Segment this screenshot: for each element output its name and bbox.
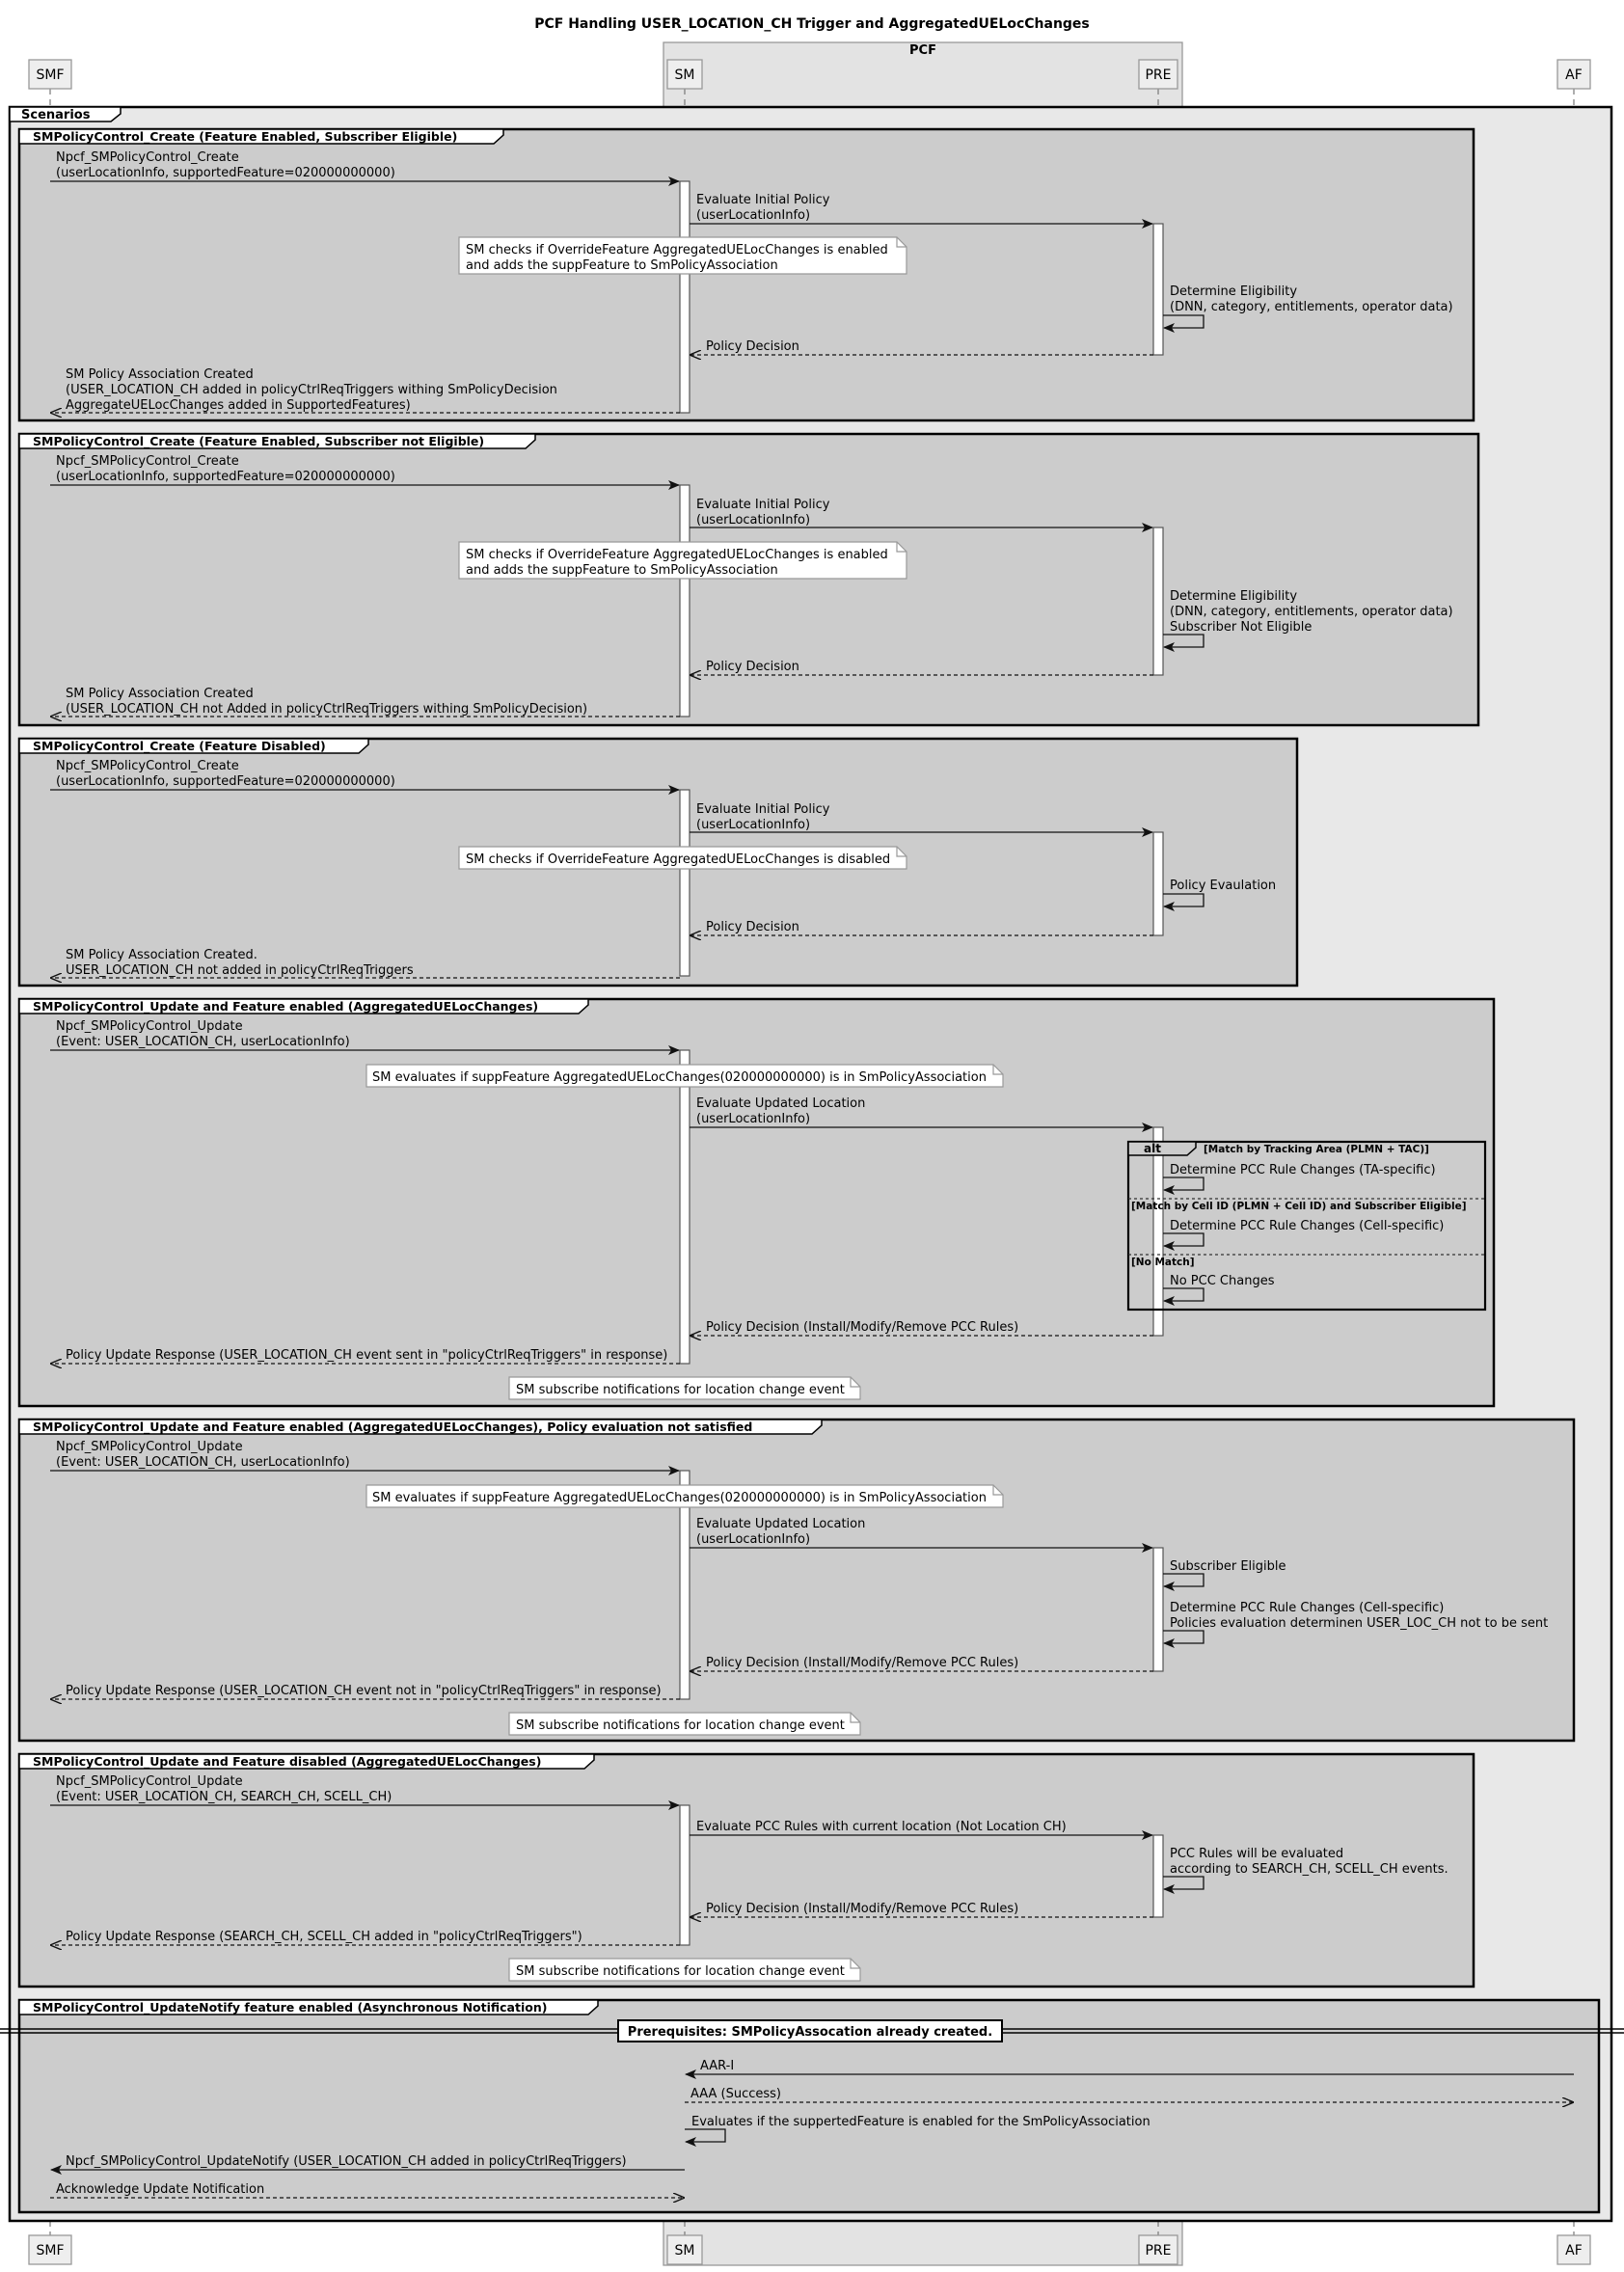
message-arrow [51, 2154, 685, 2170]
note-text: SM checks if OverrideFeature AggregatedUELocChanges is disabled [466, 852, 891, 867]
message-label: Evaluate PCC Rules with current location (Not Location CH) [696, 1820, 1067, 1834]
sm-activation [680, 181, 690, 413]
diagram-title: PCF Handling USER_LOCATION_CH Trigger and AggregatedUELocChanges [534, 16, 1090, 32]
message-label: (userLocationInfo) [696, 818, 811, 832]
note-text: SM checks if OverrideFeature AggregatedUELocChanges is enabled [466, 548, 888, 562]
message-label: Policy Evaulation [1170, 879, 1277, 893]
participant-pre-label: PRE [1145, 2243, 1172, 2258]
group-title: SMPolicyControl_UpdateNotify feature enabled (Asynchronous Notification) [33, 2000, 548, 2015]
message-label: SM Policy Association Created. [66, 948, 257, 962]
pre-activation [1153, 527, 1163, 675]
message-label: USER_LOCATION_CH not added in policyCtrlReqTriggers [66, 963, 414, 978]
message-label: AAR-I [700, 2059, 735, 2073]
group-title: SMPolicyControl_Update and Feature enabled (AggregatedUELocChanges) [33, 999, 539, 1014]
participant-pre-top [1139, 60, 1177, 89]
message-label: Evaluate Initial Policy [696, 498, 830, 512]
pre-activation [1153, 1548, 1163, 1671]
message-label: (userLocationInfo) [696, 208, 811, 223]
pcf-box-label: PCF [909, 43, 936, 58]
sm-activation [680, 1050, 690, 1364]
message-label: (Event: USER_LOCATION_CH, userLocationInfo) [56, 1035, 350, 1049]
message-label: PCC Rules will be evaluated [1170, 1847, 1344, 1861]
message-label: Npcf_SMPolicyControl_Create [56, 759, 239, 773]
message-label: Policy Decision [706, 339, 799, 354]
note [459, 542, 907, 579]
alt-guard: [No Match] [1131, 1257, 1195, 1268]
sm-activation [680, 1805, 690, 1945]
note-text: and adds the suppFeature to SmPolicyAssociation [466, 563, 778, 578]
message-label: Subscriber Not Eligible [1170, 620, 1313, 635]
message-label: Evaluate Updated Location [696, 1096, 866, 1111]
message-label: AggregateUELocChanges added in SupportedFeatures) [66, 398, 411, 413]
message-label: (DNN, category, entitlements, operator data) [1170, 605, 1453, 619]
note-text: SM subscribe notifications for location change event [516, 1383, 845, 1397]
note-text: SM subscribe notifications for location change event [516, 1718, 845, 1733]
message-label: (USER_LOCATION_CH not Added in policyCtrlReqTriggers withing SmPolicyDecision) [66, 702, 588, 717]
group-update-enabled [19, 999, 1494, 1406]
group-title: SMPolicyControl_Update and Feature disabled (AggregatedUELocChanges) [33, 1754, 542, 1769]
note [366, 1065, 1003, 1087]
message-label: Subscriber Eligible [1170, 1559, 1286, 1574]
participant-sm-label: SM [674, 68, 695, 83]
participant-pre-label: PRE [1145, 68, 1172, 83]
divider-label: Prerequisites: SMPolicyAssocation already created. [627, 2025, 993, 2040]
group-update-disabled [19, 1754, 1474, 1987]
message-label: Evaluates if the suppertedFeature is enabled for the SmPolicyAssociation [691, 2115, 1150, 2129]
note [509, 1713, 860, 1735]
group-update-notify [0, 2000, 1624, 2212]
pre-activation [1153, 224, 1163, 355]
participant-sm-label: SM [674, 2243, 695, 2258]
message-label: according to SEARCH_CH, SCELL_CH events. [1170, 1862, 1448, 1877]
message-label: Npcf_SMPolicyControl_UpdateNotify (USER_LOCATION_CH added in policyCtrlReqTriggers) [66, 2154, 627, 2169]
message-label: Npcf_SMPolicyControl_Update [56, 1019, 243, 1034]
message-label: Npcf_SMPolicyControl_Create [56, 150, 239, 165]
message-label: Determine Eligibility [1170, 589, 1298, 604]
participant-sm-top [667, 60, 702, 89]
message-label: Determine Eligibility [1170, 284, 1298, 299]
participant-sm-bottom [667, 2235, 702, 2264]
pre-activation [1153, 832, 1163, 935]
alt-label: alt [1144, 1142, 1161, 1155]
message-label: Policies evaluation determinen USER_LOC_CH not to be sent [1170, 1616, 1549, 1631]
note-text: SM checks if OverrideFeature AggregatedUELocChanges is enabled [466, 243, 888, 257]
note [459, 237, 907, 274]
group-update-enabled-not-satisfied [19, 1420, 1574, 1741]
message-label: Npcf_SMPolicyControl_Update [56, 1774, 243, 1789]
note-text: SM subscribe notifications for location change event [516, 1964, 845, 1979]
message-label: Policy Decision [706, 660, 799, 674]
message-label: Npcf_SMPolicyControl_Update [56, 1440, 243, 1454]
message-label: (userLocationInfo) [696, 1532, 811, 1547]
note-text: and adds the suppFeature to SmPolicyAssociation [466, 258, 778, 273]
message-label: Npcf_SMPolicyControl_Create [56, 454, 239, 469]
message-label: (DNN, category, entitlements, operator data) [1170, 300, 1453, 314]
message-label: AAA (Success) [690, 2087, 782, 2101]
participant-smf-label: SMF [36, 68, 65, 83]
message-label: (userLocationInfo, supportedFeature=020000000000) [56, 166, 395, 180]
participant-af-top [1557, 60, 1590, 89]
message-label: Policy Decision [706, 920, 799, 934]
message-label: Acknowledge Update Notification [56, 2182, 265, 2197]
message-label: Policy Update Response (USER_LOCATION_CH event not in "policyCtrlReqTriggers" in response) [66, 1684, 662, 1698]
reply-arrow [51, 1348, 680, 1364]
note-text: SM evaluates if suppFeature AggregatedUELocChanges(020000000000) is in SmPolicyAssociation [372, 1491, 987, 1505]
message-label: Evaluate Updated Location [696, 1517, 866, 1531]
message-label: Policy Update Response (USER_LOCATION_CH event sent in "policyCtrlReqTriggers" in response) [66, 1348, 668, 1363]
participant-smf-bottom [29, 2235, 71, 2264]
group-title: SMPolicyControl_Update and Feature enabled (AggregatedUELocChanges), Policy evaluation not satisfied [33, 1420, 753, 1434]
group-title: SMPolicyControl_Create (Feature Enabled, Subscriber Eligible) [33, 129, 458, 144]
participant-pre-bottom [1139, 2235, 1177, 2264]
message-label: SM Policy Association Created [66, 687, 254, 701]
note [509, 1959, 860, 1981]
message-label: (Event: USER_LOCATION_CH, userLocationInfo) [56, 1455, 350, 1470]
participant-af-bottom [1557, 2235, 1590, 2264]
message-label: Policy Decision (Install/Modify/Remove PCC Rules) [706, 1320, 1019, 1335]
alt-guard: [Match by Tracking Area (PLMN + TAC)] [1204, 1144, 1429, 1155]
group-create-disabled [19, 739, 1297, 986]
message-label: No PCC Changes [1170, 1274, 1275, 1288]
message-label: (userLocationInfo) [696, 513, 811, 527]
message-label: Evaluate Initial Policy [696, 193, 830, 207]
message-label: Evaluate Initial Policy [696, 802, 830, 817]
participant-af-label: AF [1565, 2243, 1583, 2258]
pre-activation [1153, 1835, 1163, 1917]
message-label: (USER_LOCATION_CH added in policyCtrlReqTriggers withing SmPolicyDecision [66, 383, 557, 397]
pre-activation [1153, 1127, 1163, 1336]
message-label: SM Policy Association Created [66, 367, 254, 382]
message-label: Determine PCC Rule Changes (TA-specific) [1170, 1163, 1436, 1177]
message-label: Policy Update Response (SEARCH_CH, SCELL_CH added in "policyCtrlReqTriggers") [66, 1930, 582, 1944]
message-label: (userLocationInfo) [696, 1112, 811, 1126]
note [459, 847, 907, 869]
scenarios-label: Scenarios [21, 108, 91, 122]
note [366, 1485, 1003, 1507]
participant-smf-label: SMF [36, 2243, 65, 2258]
participant-af-label: AF [1565, 68, 1583, 83]
alt-guard: [Match by Cell ID (PLMN + Cell ID) and Subscriber Eligible] [1131, 1201, 1467, 1212]
group-title: SMPolicyControl_Create (Feature Enabled, Subscriber not Eligible) [33, 434, 485, 448]
note-text: SM evaluates if suppFeature AggregatedUELocChanges(020000000000) is in SmPolicyAssociation [372, 1070, 987, 1085]
message-label: (Event: USER_LOCATION_CH, SEARCH_CH, SCELL_CH) [56, 1790, 392, 1804]
sm-activation [680, 485, 690, 717]
group-create-eligible [19, 129, 1474, 420]
group-create-not-eligible [19, 434, 1478, 725]
message-label: Policy Decision (Install/Modify/Remove PCC Rules) [706, 1902, 1019, 1916]
sm-activation [680, 790, 690, 976]
message-label: Determine PCC Rule Changes (Cell-specific) [1170, 1219, 1445, 1233]
message-label: Determine PCC Rule Changes (Cell-specific) [1170, 1601, 1445, 1615]
group-title: SMPolicyControl_Create (Feature Disabled) [33, 739, 326, 753]
participant-smf-top [29, 60, 71, 89]
reply-arrow [51, 1684, 680, 1699]
message-label: (userLocationInfo, supportedFeature=020000000000) [56, 774, 395, 789]
note [509, 1377, 860, 1399]
message-label: Policy Decision (Install/Modify/Remove PCC Rules) [706, 1656, 1019, 1670]
message-label: (userLocationInfo, supportedFeature=020000000000) [56, 470, 395, 484]
